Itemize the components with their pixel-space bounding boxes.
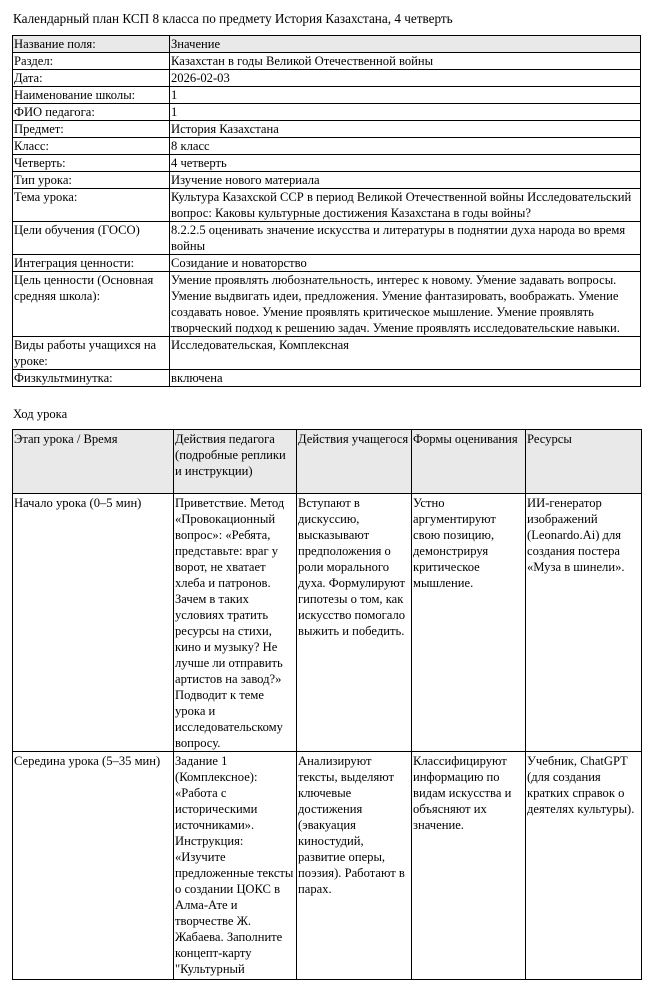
- resources-cell: Учебник, ChatGPT (для создания кратких справок о деятелях культуры).: [526, 752, 642, 980]
- column-header-student: Действия учащегося: [297, 430, 412, 494]
- column-header-teacher: Действия педагога (подробные реплики и инструкции): [174, 430, 297, 494]
- course-section-label: Ход урока: [13, 407, 68, 421]
- table-row: [13, 752, 642, 980]
- field-label: Класс:: [13, 138, 170, 155]
- table-row: [13, 222, 641, 255]
- field-label: Тема урока:: [13, 189, 170, 222]
- assessment-cell: Классифицируют информацию по видам искусства и объясняют их значение.: [412, 752, 526, 980]
- table-row: [13, 87, 641, 104]
- header-value: Значение: [170, 36, 641, 53]
- field-value: 2026-02-03: [170, 70, 641, 87]
- field-label: Четверть:: [13, 155, 170, 172]
- column-header-stage: Этап урока / Время: [13, 430, 174, 494]
- table-row: [13, 104, 641, 121]
- field-label: Виды работы учащихся на уроке:: [13, 337, 170, 370]
- table-row: [13, 255, 641, 272]
- field-value: Культура Казахской ССР в период Великой Отечественной войны Исследовательский вопрос: Каковы культурные достижения Казахстана в годы войны?: [170, 189, 641, 222]
- field-value: История Казахстана: [170, 121, 641, 138]
- column-header-resources: Ресурсы: [526, 430, 642, 494]
- field-label: Интеграция ценности:: [13, 255, 170, 272]
- table-row: [13, 172, 641, 189]
- field-label: ФИО педагога:: [13, 104, 170, 121]
- field-value: 1: [170, 104, 641, 121]
- field-label: Дата:: [13, 70, 170, 87]
- field-value: Изучение нового материала: [170, 172, 641, 189]
- table-row: [13, 53, 641, 70]
- field-label: Предмет:: [13, 121, 170, 138]
- field-value: 8.2.2.5 оценивать значение искусства и литературы в поднятии духа народа во время войны: [170, 222, 641, 255]
- table-row: [13, 70, 641, 87]
- field-label: Цель ценности (Основная средняя школа):: [13, 272, 170, 337]
- table-header-row: [13, 430, 642, 494]
- table-row: [13, 155, 641, 172]
- table-row: [13, 189, 641, 222]
- document-title: Календарный план КСП 8 класса по предмету История Казахстана, 4 четверть: [13, 11, 453, 26]
- table-row: [13, 370, 641, 387]
- field-label: Тип урока:: [13, 172, 170, 189]
- resources-cell: ИИ-генератор изображений (Leonardo.Ai) для создания постера «Муза в шинели».: [526, 494, 642, 752]
- table-row: [13, 272, 641, 337]
- column-header-assessment: Формы оценивания: [412, 430, 526, 494]
- student-actions-cell: Вступают в дискуссию, высказывают предположения о роли морального духа. Формулируют гипотезы о том, как искусство помогало выжить и победить.: [297, 494, 412, 752]
- table-row: [13, 138, 641, 155]
- teacher-actions-cell: Задание 1 (Комплексное): «Работа с историческими источниками». Инструкция: «Изучите предложенные тексты о создании ЦОКС в Алма-Ате и творчестве Ж. Жабаева. Заполните концепт-карту "Культурный: [174, 752, 297, 980]
- field-label: Раздел:: [13, 53, 170, 70]
- stage-cell: Середина урока (5–35 мин): [13, 752, 174, 980]
- table-row: [13, 494, 642, 752]
- student-actions-cell: Анализируют тексты, выделяют ключевые достижения (эвакуация киностудий, развитие оперы, поэзия). Работают в парах.: [297, 752, 412, 980]
- field-label: Физкультминутка:: [13, 370, 170, 387]
- teacher-actions-cell: Приветствие. Метод «Провокационный вопрос»: «Ребята, представьте: враг у ворот, не хватает хлеба и патронов. Зачем в таких условиях тратить ресурсы на стихи, кино и музыку? Не лучше ли отправить артистов на завод?» Подводит к теме урока и исследовательскому вопросу.: [174, 494, 297, 752]
- table-header-row: [13, 36, 641, 53]
- header-field-name: Название поля:: [13, 36, 170, 53]
- table-row: [13, 121, 641, 138]
- field-label: Наименование школы:: [13, 87, 170, 104]
- field-value: 4 четверть: [170, 155, 641, 172]
- field-label: Цели обучения (ГОСО): [13, 222, 170, 255]
- lesson-info-table: [12, 35, 641, 387]
- field-value: Исследовательская, Комплексная: [170, 337, 641, 370]
- table-row: [13, 337, 641, 370]
- field-value: Созидание и новаторство: [170, 255, 641, 272]
- lesson-plan-table: [12, 429, 642, 980]
- field-value: включена: [170, 370, 641, 387]
- field-value: 8 класс: [170, 138, 641, 155]
- field-value: Казахстан в годы Великой Отечественной войны: [170, 53, 641, 70]
- field-value: 1: [170, 87, 641, 104]
- stage-cell: Начало урока (0–5 мин): [13, 494, 174, 752]
- assessment-cell: Устно аргументируют свою позицию, демонстрируя критическое мышление.: [412, 494, 526, 752]
- field-value: Умение проявлять любознательность, интерес к новому. Умение задавать вопросы. Умение выдвигать идеи, предложения. Умение фантазировать, воображать. Умение создавать новое. Умение проявлять критическое мышление. Умение проявлять творческий подход к решению задач. Умение проявлять исследовательские навыки.: [170, 272, 641, 337]
